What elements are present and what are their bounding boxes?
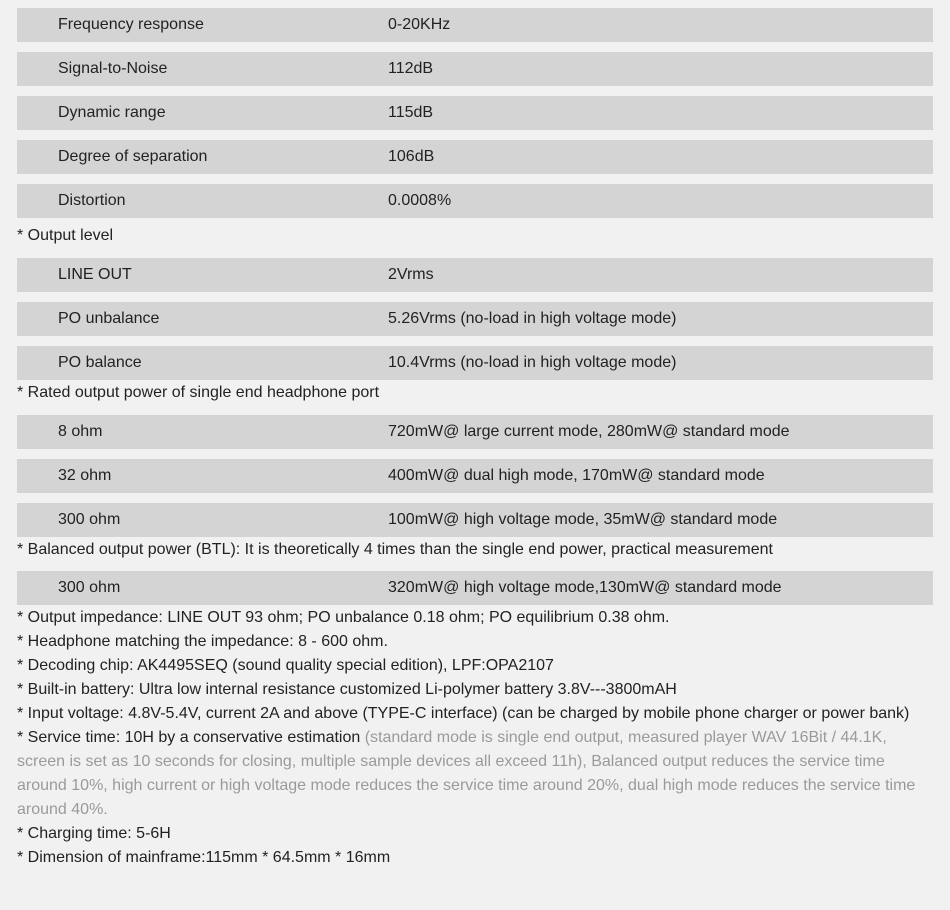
spec-value: 10.4Vrms (no-load in high voltage mode) — [388, 354, 677, 371]
charging-time-note: * Charging time: 5-6H — [17, 825, 171, 842]
spec-row-distortion — [17, 184, 933, 218]
dimension-note: * Dimension of mainframe:115mm * 64.5mm * 16mm — [17, 849, 391, 866]
spec-row-po-balance — [17, 346, 933, 380]
spec-row-degree-of-separation — [17, 140, 933, 174]
spec-label: 8 ohm — [58, 423, 103, 440]
spec-value: 106dB — [388, 148, 435, 165]
service-time-note — [17, 726, 929, 822]
spec-label: 32 ohm — [58, 467, 112, 484]
spec-label: Degree of separation — [58, 148, 208, 165]
spec-row-8-ohm — [17, 415, 933, 449]
spec-value: 400mW@ dual high mode, 170mW@ standard mode — [388, 467, 765, 484]
spec-value: 100mW@ high voltage mode, 35mW@ standard mode — [388, 511, 778, 528]
output-impedance-note: * Output impedance: LINE OUT 93 ohm; PO unbalance 0.18 ohm; PO equilibrium 0.38 ohm. — [17, 609, 670, 626]
output-level-note: * Output level — [17, 227, 114, 244]
spec-label: PO unbalance — [58, 310, 160, 327]
headphone-matching-note: * Headphone matching the impedance: 8 - 600 ohm. — [17, 633, 388, 650]
spec-row-po-unbalance — [17, 302, 933, 336]
spec-label: 300 ohm — [58, 511, 121, 528]
spec-row-300-ohm-balanced — [17, 571, 933, 605]
spec-value: 115dB — [388, 104, 434, 121]
spec-value: 2Vrms — [388, 266, 434, 283]
spec-label: PO balance — [58, 354, 142, 371]
rated-power-note: * Rated output power of single end headphone port — [17, 384, 380, 401]
spec-value: 720mW@ large current mode, 280mW@ standard mode — [388, 423, 790, 440]
balanced-power-note: * Balanced output power (BTL): It is theoretically 4 times than the single end power, practical measurement — [17, 541, 773, 558]
spec-label: Distortion — [58, 192, 126, 209]
battery-note: * Built-in battery: Ultra low internal resistance customized Li-polymer battery 3.8V---3800mAH — [17, 681, 677, 698]
spec-value: 112dB — [388, 60, 434, 77]
service-time-main: * Service time: 10H by a conservative estimation — [17, 729, 361, 746]
input-voltage-note: * Input voltage: 4.8V-5.4V, current 2A and above (TYPE-C interface) (can be charged by mobile phone charger or power bank) — [17, 705, 910, 722]
service-time-detail: (standard mode is single end output, measured player WAV 16Bit / 44.1K, screen is set as 10 seconds for closing, multiple sample devices all exceed 11h), Balanced output reduces the service time around 10%, high current or high voltage mode reduces the service time around 20%, dual high mode reduces the service time around 40%. — [17, 729, 916, 818]
decoding-chip-note: * Decoding chip: AK4495SEQ (sound quality special edition), LPF:OPA2107 — [17, 657, 554, 674]
spec-label: LINE OUT — [58, 266, 132, 283]
spec-row-300-ohm — [17, 503, 933, 537]
spec-row-32-ohm — [17, 459, 933, 493]
spec-label: Dynamic range — [58, 104, 166, 121]
spec-label: 300 ohm — [58, 579, 121, 596]
spec-label: Signal-to-Noise — [58, 60, 168, 77]
spec-row-dynamic-range — [17, 96, 933, 130]
spec-value: 5.26Vrms (no-load in high voltage mode) — [388, 310, 677, 327]
spec-row-frequency-response — [17, 8, 933, 42]
spec-value: 0.0008% — [388, 192, 452, 209]
spec-label: Frequency response — [58, 16, 204, 33]
spec-row-signal-to-noise — [17, 52, 933, 86]
spec-value: 320mW@ high voltage mode,130mW@ standard mode — [388, 579, 782, 596]
spec-value: 0-20KHz — [388, 16, 451, 33]
spec-row-line-out — [17, 258, 933, 292]
